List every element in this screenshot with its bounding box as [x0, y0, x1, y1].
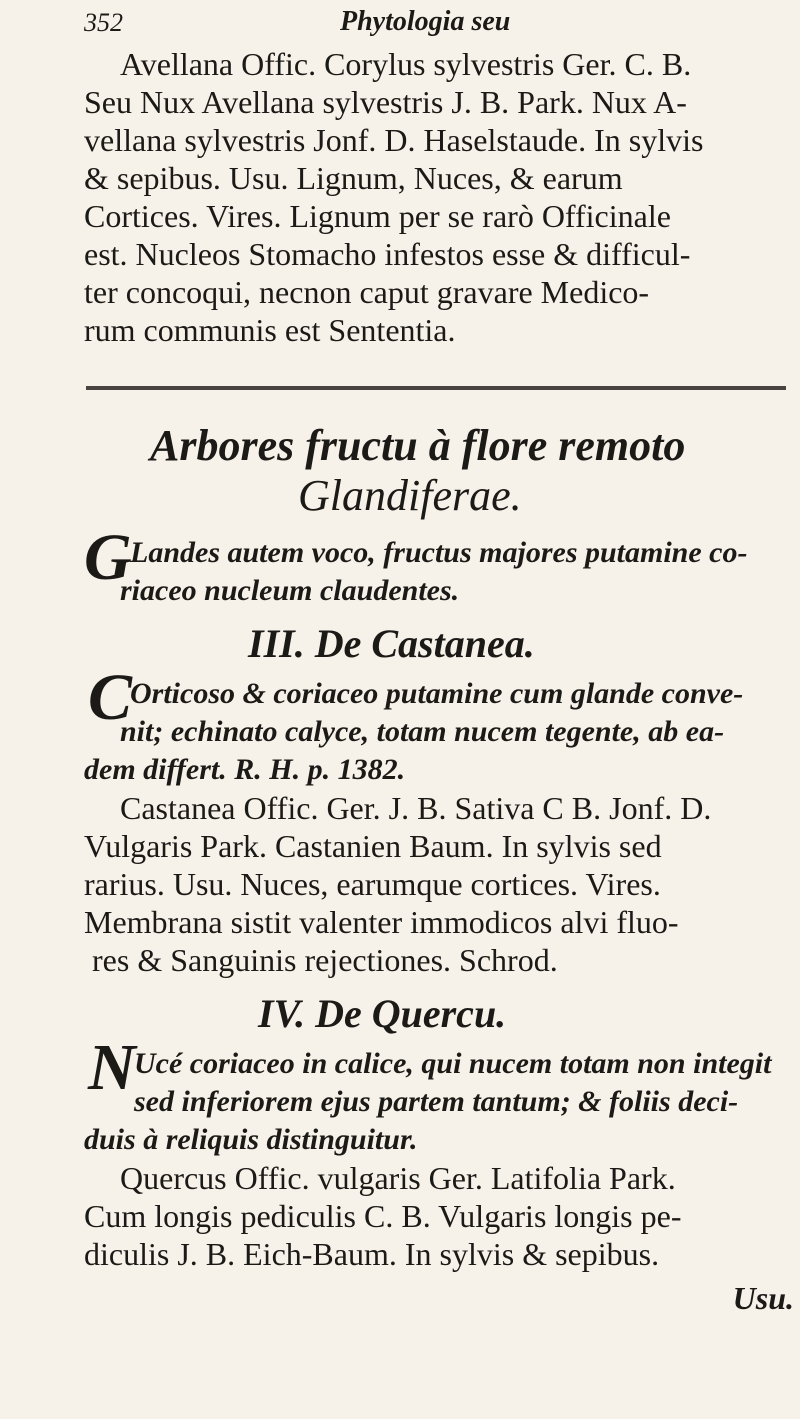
- drop-cap-c: C: [88, 661, 133, 734]
- avellana-line-1: Avellana Offic. Corylus sylvestris Ger. C. B.: [120, 46, 692, 82]
- avellana-line-8: rum communis est Sententia.: [84, 312, 456, 348]
- chapter-heading-quercus: IV. De Quercu.: [258, 991, 507, 1036]
- quercus-desc-line-1: Ucé coriaceo in calice, qui nucem totam non integit: [134, 1047, 772, 1080]
- page-number: 352: [84, 8, 123, 37]
- section-divider: [86, 386, 786, 390]
- glandes-line-1: Landes autem voco, fructus majores putamine co-: [130, 536, 748, 569]
- catchword: Usu.: [732, 1280, 794, 1316]
- quercus-line-1: Quercus Offic. vulgaris Ger. Latifolia Park.: [120, 1160, 676, 1196]
- avellana-line-5: Cortices. Vires. Lignum per se rarò Officinale: [84, 198, 671, 234]
- castanea-line-2: Vulgaris Park. Castanien Baum. In sylvis sed: [84, 828, 662, 864]
- castanea-desc-line-2: nit; echinato calyce, totam nucem tegente, ab ea-: [120, 715, 725, 748]
- castanea-line-1: Castanea Offic. Ger. J. B. Sativa C B. Jonf. D.: [120, 790, 712, 826]
- avellana-line-3: vellana sylvestris Jonf. D. Haselstaude. In sylvis: [84, 122, 704, 158]
- quercus-desc-line-3: duis à reliquis distinguitur.: [84, 1123, 418, 1156]
- glandes-line-2: riaceo nucleum claudentes.: [120, 574, 460, 607]
- avellana-line-7: ter concoqui, necnon caput gravare Medico-: [84, 274, 650, 310]
- drop-cap-n: N: [88, 1031, 136, 1104]
- quercus-line-2: Cum longis pediculis C. B. Vulgaris longis pe-: [84, 1198, 682, 1234]
- castanea-line-5: res & Sanguinis rejectiones. Schrod.: [92, 942, 558, 978]
- castanea-desc-line-3: dem differt. R. H. p. 1382.: [84, 753, 406, 786]
- avellana-line-6: est. Nucleos Stomacho infestos esse & difficul-: [84, 236, 691, 272]
- quercus-desc-line-2: sed inferiorem ejus partem tantum; & foliis deci-: [134, 1085, 739, 1118]
- castanea-line-3: rarius. Usu. Nuces, earumque cortices. Vires.: [84, 866, 661, 902]
- quercus-line-3: diculis J. B. Eich-Baum. In sylvis & sepibus.: [84, 1236, 660, 1272]
- section-title: Arbores fructu à flore remoto: [150, 421, 686, 470]
- drop-cap-g: G: [84, 521, 132, 594]
- castanea-line-4: Membrana sistit valenter immodicos alvi fluo-: [84, 904, 679, 940]
- avellana-line-2: Seu Nux Avellana sylvestris J. B. Park. Nux A-: [84, 84, 687, 120]
- chapter-heading-castanea: III. De Castanea.: [248, 621, 535, 666]
- avellana-line-4: & sepibus. Usu. Lignum, Nuces, & earum: [84, 160, 623, 196]
- castanea-desc-line-1: Orticoso & coriaceo putamine cum glande conve-: [130, 677, 744, 710]
- running-head: Phytologia seu: [340, 6, 511, 37]
- section-subtitle: Glandiferae.: [298, 471, 522, 520]
